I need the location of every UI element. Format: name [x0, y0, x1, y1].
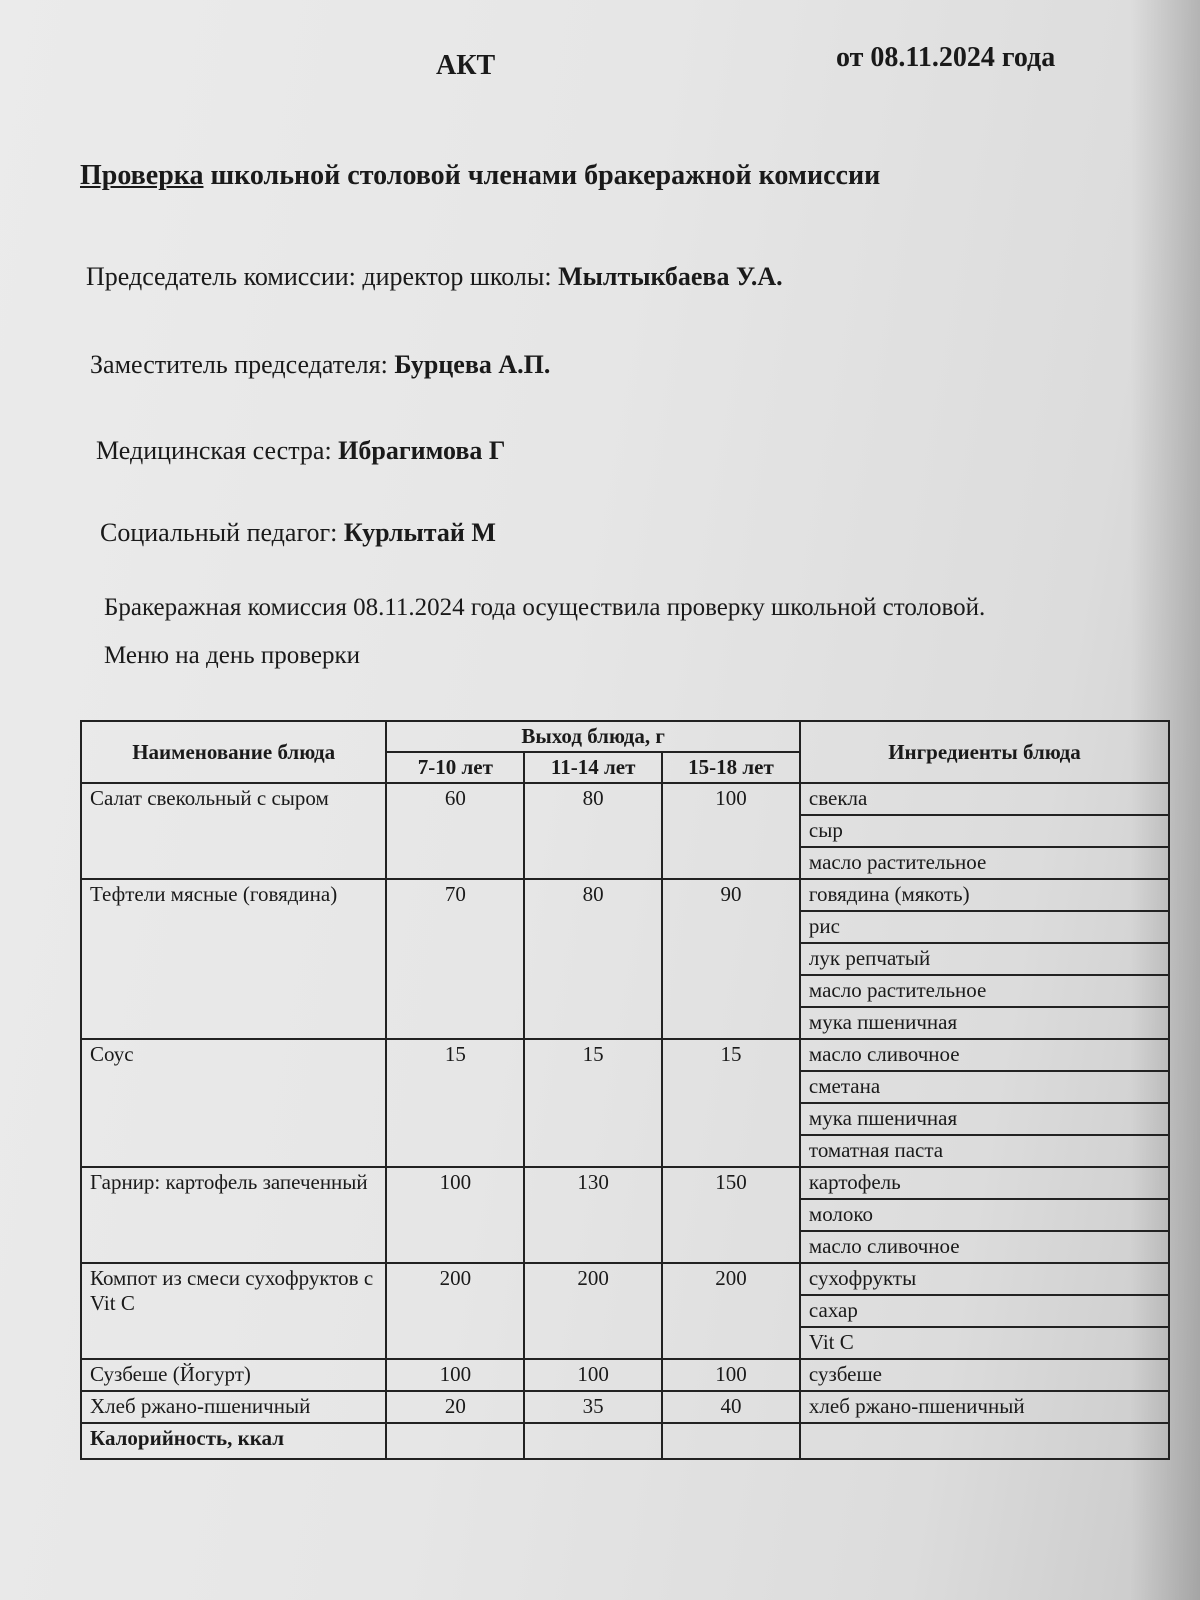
- act-date: от 08.11.2024 года: [836, 42, 1056, 73]
- col-output: Выход блюда, г: [386, 721, 800, 752]
- dish-name: Хлеб ржано-пшеничный: [81, 1391, 386, 1423]
- dish-ingredient: сузбеше: [800, 1359, 1169, 1391]
- table-row: [81, 879, 1169, 911]
- dish-output-value: 15: [524, 1039, 662, 1167]
- subject-underlined: Проверка: [80, 160, 204, 191]
- act-subject: [80, 160, 880, 192]
- dish-ingredient: мука пшеничная: [800, 1007, 1169, 1039]
- dish-output-value: 100: [662, 783, 800, 879]
- table-row: [81, 1039, 1169, 1071]
- dish-ingredient: сыр: [800, 815, 1169, 847]
- col-age-7-10: 7-10 лет: [386, 752, 524, 783]
- dish-name: Компот из смеси сухофруктов с Vit C: [81, 1263, 386, 1359]
- member-role: Председатель комиссии: директор школы:: [86, 262, 559, 291]
- menu-table: [80, 720, 1170, 1460]
- dish-ingredient: хлеб ржано-пшеничный: [800, 1391, 1169, 1423]
- col-age-11-14: 11-14 лет: [524, 752, 662, 783]
- dish-output-value: 100: [386, 1167, 524, 1263]
- dish-ingredient: свекла: [800, 783, 1169, 815]
- dish-ingredient: масло растительное: [800, 847, 1169, 879]
- table-row: [81, 1263, 1169, 1295]
- intro-paragraph: Бракеражная комиссия 08.11.2024 года осуществила проверку школьной столовой. Меню на день проверки: [104, 594, 986, 669]
- member-name: Мылтыкбаева У.А.: [558, 262, 783, 291]
- dish-ingredient: рис: [800, 911, 1169, 943]
- dish-ingredient: сметана: [800, 1071, 1169, 1103]
- member-chairman: [86, 262, 783, 292]
- calorie-value: [524, 1423, 662, 1459]
- dish-output-value: 100: [386, 1359, 524, 1391]
- dish-output-value: 35: [524, 1391, 662, 1423]
- calorie-label: Калорийность, ккал: [81, 1423, 386, 1459]
- dish-name: Соус: [81, 1039, 386, 1167]
- calorie-row: [81, 1423, 1169, 1459]
- dish-output-value: 80: [524, 879, 662, 1039]
- table-row: [81, 1359, 1169, 1391]
- dish-ingredient: лук репчатый: [800, 943, 1169, 975]
- member-role: Социальный педагог:: [100, 518, 344, 547]
- dish-output-value: 200: [662, 1263, 800, 1359]
- dish-name: Сузбеше (Йогурт): [81, 1359, 386, 1391]
- dish-output-value: 150: [662, 1167, 800, 1263]
- table-row: [81, 783, 1169, 815]
- dish-ingredient: молоко: [800, 1199, 1169, 1231]
- dish-ingredient: масло сливочное: [800, 1039, 1169, 1071]
- table-row: [81, 1167, 1169, 1199]
- dish-output-value: 40: [662, 1391, 800, 1423]
- member-role: Медицинская сестра:: [96, 436, 339, 465]
- dish-output-value: 200: [386, 1263, 524, 1359]
- member-nurse: [96, 436, 505, 466]
- member-name: Бурцева А.П.: [394, 350, 551, 379]
- dish-ingredient: Vit C: [800, 1327, 1169, 1359]
- dish-output-value: 80: [524, 783, 662, 879]
- dish-name: Гарнир: картофель запеченный: [81, 1167, 386, 1263]
- act-header: [0, 40, 1200, 80]
- dish-output-value: 15: [662, 1039, 800, 1167]
- table-header-row: [81, 721, 1169, 752]
- dish-ingredient: сахар: [800, 1295, 1169, 1327]
- table-row: [81, 1391, 1169, 1423]
- dish-name: Салат свекольный с сыром: [81, 783, 386, 879]
- dish-ingredient: масло сливочное: [800, 1231, 1169, 1263]
- dish-ingredient: говядина (мякоть): [800, 879, 1169, 911]
- dish-output-value: 15: [386, 1039, 524, 1167]
- dish-output-value: 100: [662, 1359, 800, 1391]
- dish-ingredient: томатная паста: [800, 1135, 1169, 1167]
- dish-ingredient: мука пшеничная: [800, 1103, 1169, 1135]
- dish-ingredient: сухофрукты: [800, 1263, 1169, 1295]
- col-dish-name: Наименование блюда: [81, 721, 386, 783]
- dish-output-value: 90: [662, 879, 800, 1039]
- dish-output-value: 70: [386, 879, 524, 1039]
- col-ingredients: Ингредиенты блюда: [800, 721, 1169, 783]
- dish-ingredient: картофель: [800, 1167, 1169, 1199]
- subject-rest: школьной столовой членами бракеражной комиссии: [203, 160, 881, 191]
- dish-ingredient: масло растительное: [800, 975, 1169, 1007]
- dish-output-value: 200: [524, 1263, 662, 1359]
- member-name: Курлытай М: [343, 518, 496, 547]
- dish-output-value: 130: [524, 1167, 662, 1263]
- calorie-value: [800, 1423, 1169, 1459]
- col-age-15-18: 15-18 лет: [662, 752, 800, 783]
- member-role: Заместитель председателя:: [90, 350, 395, 379]
- act-title: АКТ: [436, 50, 496, 81]
- calorie-value: [662, 1423, 800, 1459]
- calorie-value: [386, 1423, 524, 1459]
- member-deputy: [90, 350, 550, 380]
- dish-output-value: 60: [386, 783, 524, 879]
- dish-output-value: 20: [386, 1391, 524, 1423]
- dish-name: Тефтели мясные (говядина): [81, 879, 386, 1039]
- member-name: Ибрагимова Г: [338, 436, 506, 465]
- member-social-pedagogue: [100, 518, 496, 548]
- dish-output-value: 100: [524, 1359, 662, 1391]
